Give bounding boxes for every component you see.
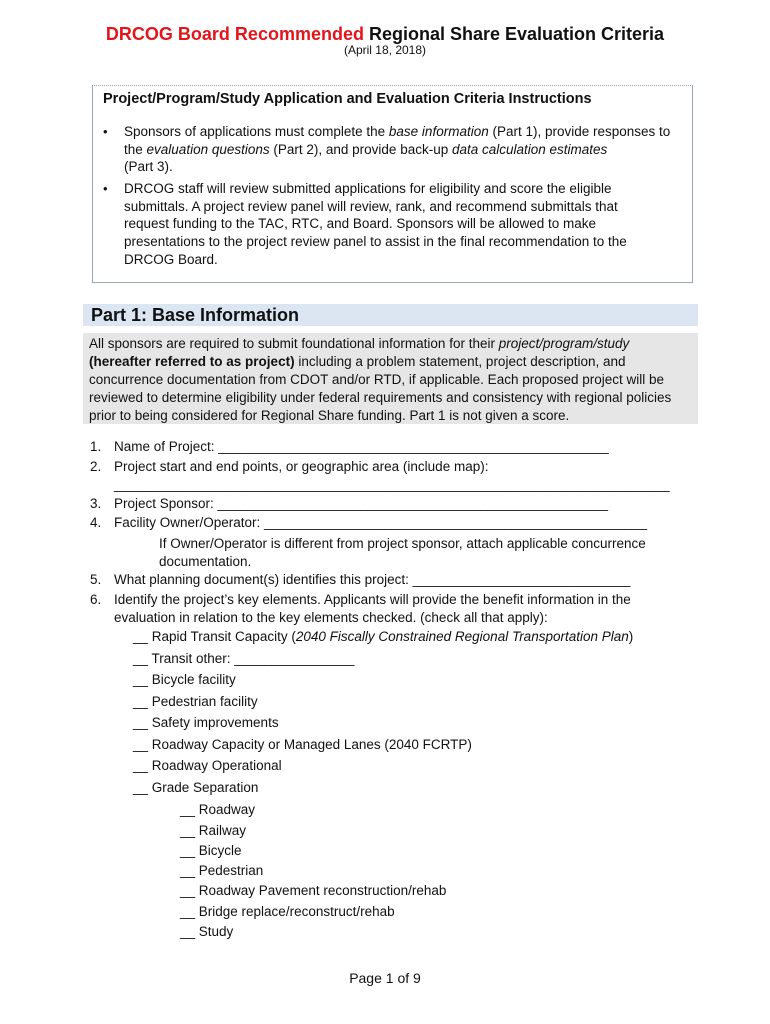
element-roadway-operational[interactable]: __ Roadway Operational — [133, 758, 282, 773]
part1-heading: Part 1: Base Information — [83, 304, 698, 326]
instruction-bullet-2: DRCOG staff will review submitted applications for eligibility and score the eligible submittals. A project review panel will review, rank, and recommend submittals that request funding to the TAC, RTC, and Board. Sponsors will be allowed to make presentations to the project review panel to assist in the final recommendation to the DRCOG Board. — [124, 181, 627, 267]
element-bicycle[interactable]: __ Bicycle facility — [133, 672, 236, 687]
date: (April 18, 2018) — [343, 43, 427, 57]
title-red: DRCOG Board Recommended — [105, 24, 364, 44]
grade-sub-bridge[interactable]: __ Bridge replace/reconstruct/rehab — [180, 904, 395, 919]
page-title — [0, 24, 770, 45]
bullet-icon: • — [103, 181, 108, 196]
grade-sub-study[interactable]: __ Study — [180, 924, 234, 939]
grade-sub-pavement[interactable]: __ Roadway Pavement reconstruction/rehab — [180, 883, 447, 898]
list-item: 6. Identify the project’s key elements. Applicants will provide the benefit information in the evaluation in relation to the key elements checked. (check all that apply): — [90, 592, 631, 625]
instruction-bullet-1: Sponsors of applications must complete the base information (Part 1), provide responses to the evaluation questions (Part 2), and provide back-up data calculation estimates (Part 3). — [124, 124, 671, 175]
list-item: 3. Project Sponsor: ____________________________________________________ — [90, 496, 608, 511]
part1-intro: All sponsors are required to submit foundational information for their project/program/study (hereafter referred to as project) including a problem statement, project description, and concurrence documentation from CDOT and/or RTD, if applicable. Each proposed project will be reviewed to determine eligibility under federal requirements and consistency with regional policies prior to being considered for Regional Share funding. Part 1 is not given a score. — [83, 333, 698, 424]
page-number: Page 1 of 9 — [349, 970, 421, 986]
grade-sub-railway[interactable]: __ Railway — [180, 823, 247, 838]
list-item: 4. Facility Owner/Operator: ___________________________________________________ — [90, 515, 647, 530]
element-rapid-transit[interactable]: __ Rapid Transit Capacity (2040 Fiscally Constrained Regional Transportation Plan) — [133, 629, 634, 644]
grade-sub-bicycle[interactable]: __ Bicycle — [180, 843, 242, 858]
blank-line[interactable]: __________________________________________________________________________ — [114, 477, 670, 492]
list-item: 2. Project start and end points, or geographic area (include map): — [90, 459, 489, 474]
instructions-heading: Project/Program/Study Application and Evaluation Criteria Instructions — [103, 91, 592, 107]
grade-sub-pedestrian[interactable]: __ Pedestrian — [180, 863, 264, 878]
element-transit-other[interactable]: __ Transit other: ________________ — [133, 651, 355, 666]
element-grade-separation[interactable]: __ Grade Separation — [133, 780, 259, 795]
list-item: 1. Name of Project: ____________________________________________________ — [90, 439, 609, 454]
title-black: Regional Share Evaluation Criteria — [363, 24, 665, 44]
element-pedestrian[interactable]: __ Pedestrian facility — [133, 694, 258, 709]
owner-note: If Owner/Operator is different from project sponsor, attach applicable concurrence documentation. — [159, 536, 646, 569]
element-roadway-capacity[interactable]: __ Roadway Capacity or Managed Lanes (2040 FCRTP) — [133, 737, 472, 752]
bullet-icon: • — [103, 124, 108, 139]
grade-sub-roadway[interactable]: __ Roadway — [180, 802, 256, 817]
element-safety[interactable]: __ Safety improvements — [133, 715, 279, 730]
list-item: 5. What planning document(s) identifies this project: _____________________________ — [90, 572, 631, 587]
